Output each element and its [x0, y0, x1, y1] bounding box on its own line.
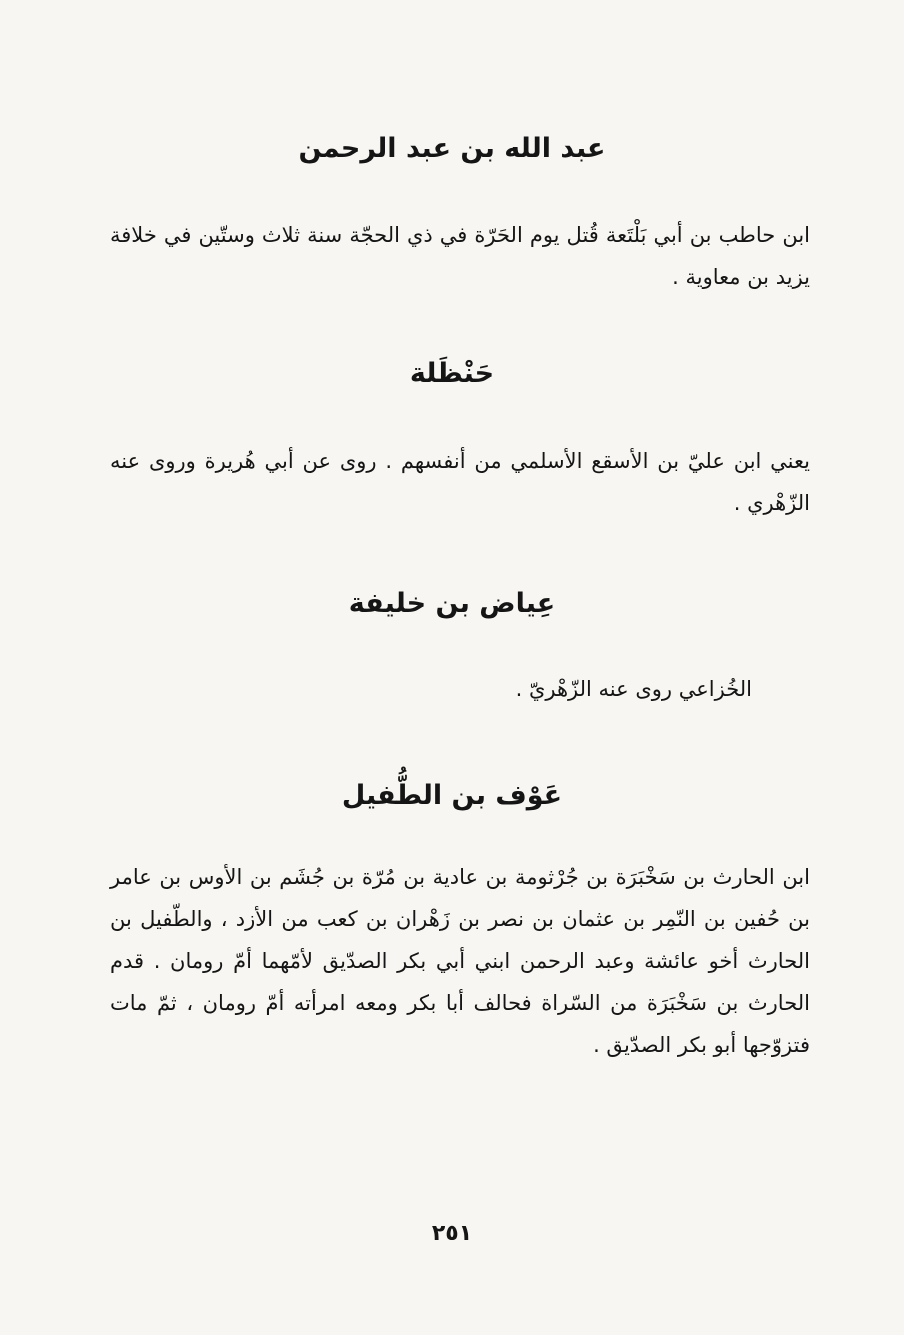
entry-text: ابن حاطب بن أبي بَلْتَعة قُتل يوم الحَرّة في ذي الحجّة سنة ثلاث وستّين في خلافة يزيد بن معاوية .: [110, 223, 810, 289]
page-number: ٢٥١: [431, 1221, 473, 1246]
entry-text: ابن الحارث بن سَخْبَرَة بن جُرْثومة بن عادية بن مُرّة بن جُشَم بن الأوس بن عامر بن حُفين بن النّمِر بن عثمان بن نصر بن زَهْران بن كعب من الأزد ، والطّفيل بن الحارث أخو عائشة وعبد الرحمن ابني أبي بكر الصدّيق لأمّهما أمّ رومان . قدم الحارث بن سَخْبَرَة من السّراة فحالف أبا بكر ومعه امرأته أمّ رومان ، ثمّ مات فتزوّجها أبو بكر الصدّيق .: [110, 865, 810, 1057]
entry-title: عِياض بن خليفة: [348, 588, 556, 619]
entry-title: عَوْف بن الطُّفيل: [341, 780, 563, 811]
entry-text: الخُزاعي روى عنه الزّهْريّ .: [515, 677, 752, 701]
entry-text: يعني ابن عليّ بن الأسقع الأسلمي من أنفسهم . روى عن أبي هُريرة وروى عنه الزّهْري .: [110, 449, 810, 515]
entry-title: عبد الله بن عبد الرحمن: [298, 133, 606, 164]
entry-title: حَنْظَلة: [409, 358, 495, 389]
